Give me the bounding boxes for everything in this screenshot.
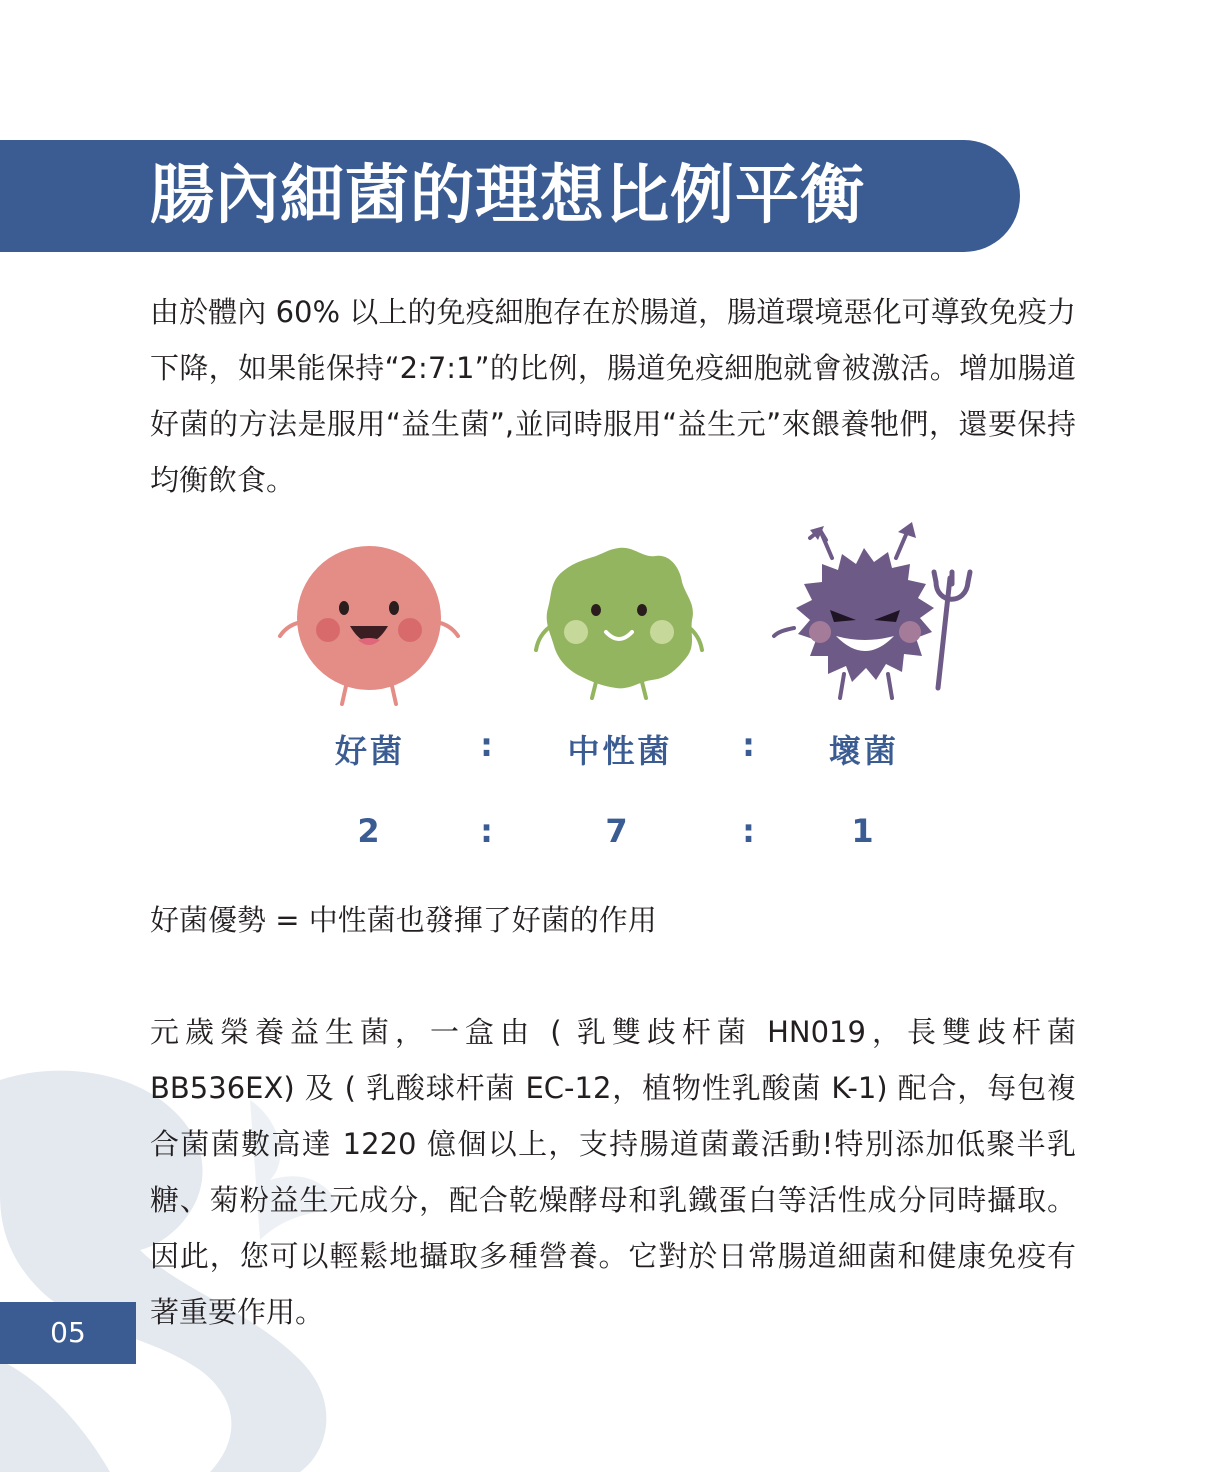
ratio-separator: : bbox=[742, 812, 758, 850]
neutral-bacteria-value: 7 bbox=[605, 812, 631, 850]
good-bacteria-label: 好菌 bbox=[334, 732, 405, 770]
product-paragraph: 元歲榮養益生菌，一盒由 ( 乳雙歧杆菌 HN019，長雙歧杆菌 BB536EX) 及 ( 乳酸球杆菌 EC-12，植物性乳酸菌 K-1) 配合，每包複合菌菌數高達 1220 億個以上，支持腸道菌叢活動!特別添加低聚半乳糖、菊粉益生元成分，配合乾燥酵母和乳鐵蛋白等活性成分同時攝取。因此，您可以輕鬆地攝取多種營養。它對於日常腸道細菌和健康免疫有著重要作用。 bbox=[150, 1015, 1076, 1329]
ratio-separator: : bbox=[742, 726, 758, 764]
ratio-separator: : bbox=[480, 726, 496, 764]
bad-bacteria-icon bbox=[770, 518, 990, 704]
good-bacteria-value: 2 bbox=[357, 812, 383, 850]
bad-bacteria-label: 壞菌 bbox=[828, 732, 899, 770]
equation-line: 好菌優勢 = 中性菌也發揮了好菌的作用 bbox=[150, 903, 657, 937]
ratio-separator: : bbox=[480, 812, 496, 850]
intro-paragraph: 由於體內 60% 以上的免疫細胞存在於腸道，腸道環境惡化可導致免疫力下降，如果能保持“2:7:1”的比例，腸道免疫細胞就會被激活。增加腸道好菌的方法是服用“益生菌”,並同時服用“益生元”來餵養牠們，還要保持均衡飲食。 bbox=[150, 295, 1076, 497]
good-bacteria-icon bbox=[276, 536, 462, 706]
neutral-bacteria-icon bbox=[530, 540, 708, 700]
page-number: 05 bbox=[0, 1302, 136, 1364]
page-title: 腸內細菌的理想比例平衡 bbox=[150, 158, 865, 233]
bad-bacteria-value: 1 bbox=[851, 812, 877, 850]
neutral-bacteria-label: 中性菌 bbox=[567, 732, 673, 770]
